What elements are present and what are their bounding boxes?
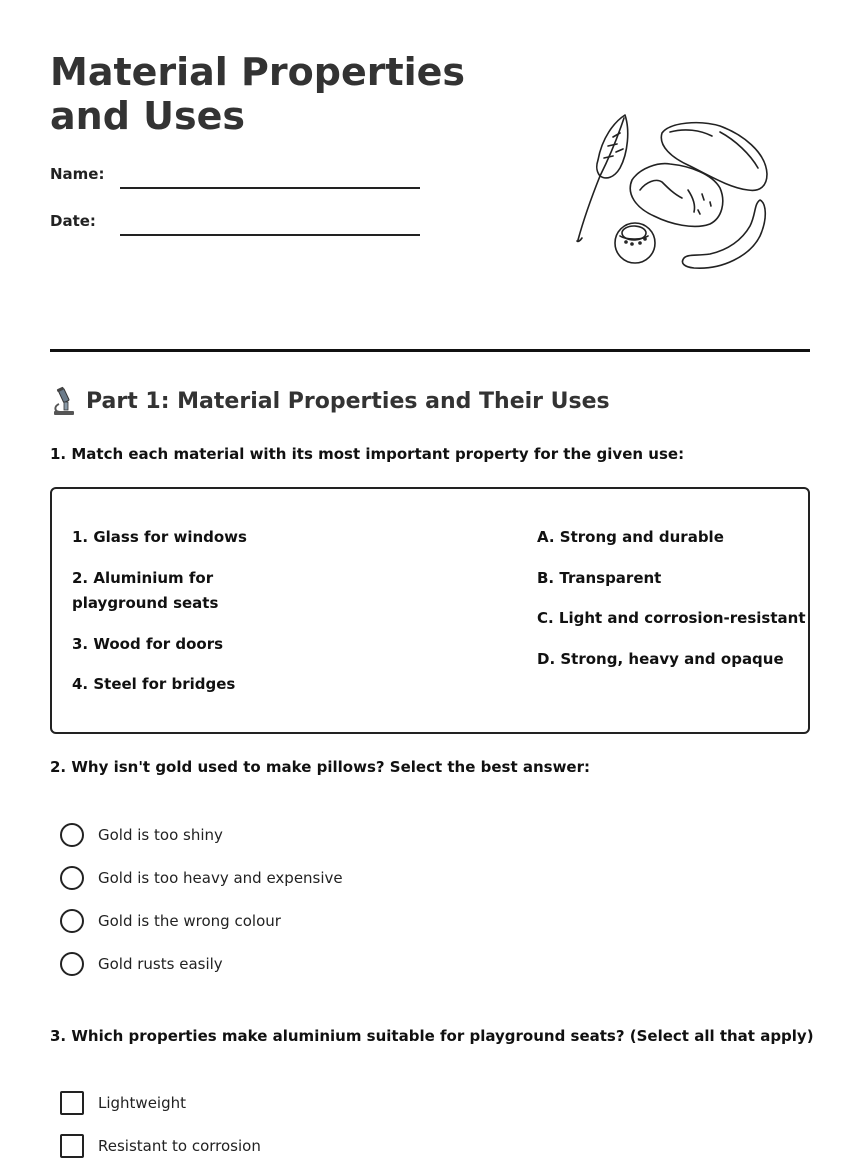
name-label: Name: xyxy=(50,165,105,183)
material-item: 1. Glass for windows xyxy=(72,528,247,546)
option-label: Resistant to corrosion xyxy=(98,1137,261,1155)
part1-heading xyxy=(50,386,610,416)
radio-option[interactable] xyxy=(60,823,223,847)
matching-box xyxy=(50,487,810,734)
header-divider xyxy=(50,349,810,352)
date-field[interactable] xyxy=(120,234,420,236)
option-label: Gold rusts easily xyxy=(98,955,223,973)
radio-button[interactable] xyxy=(60,952,84,976)
radio-button[interactable] xyxy=(60,909,84,933)
radio-option[interactable] xyxy=(60,909,281,933)
option-label: Gold is too shiny xyxy=(98,826,223,844)
question-1-prompt: 1. Match each material with its most important property for the given use: xyxy=(50,445,685,463)
material-item: 3. Wood for doors xyxy=(72,635,224,653)
radio-option[interactable] xyxy=(60,866,343,890)
radio-button[interactable] xyxy=(60,866,84,890)
checkbox-option[interactable] xyxy=(60,1091,186,1115)
radio-option[interactable] xyxy=(60,952,223,976)
name-field[interactable] xyxy=(120,187,420,189)
property-item: B. Transparent xyxy=(537,569,662,587)
option-label: Gold is the wrong colour xyxy=(98,912,281,930)
property-item: C. Light and corrosion-resistant xyxy=(537,609,806,627)
worksheet-title: Material Properties and Uses xyxy=(50,50,466,138)
option-label: Lightweight xyxy=(98,1094,187,1112)
material-item: 4. Steel for bridges xyxy=(72,675,236,693)
property-item: D. Strong, heavy and opaque xyxy=(537,650,784,668)
question-2-prompt: 2. Why isn't gold used to make pillows? Select the best answer: xyxy=(50,758,590,776)
part1-title: Part 1: Material Properties and Their Uses xyxy=(86,388,610,414)
date-label: Date: xyxy=(50,212,96,230)
checkbox-option[interactable] xyxy=(60,1134,261,1158)
radio-button[interactable] xyxy=(60,823,84,847)
materials-illustration-icon xyxy=(570,108,775,278)
material-item: 2. Aluminium for playground seats xyxy=(72,569,219,612)
checkbox[interactable] xyxy=(60,1134,84,1158)
option-label: Gold is too heavy and expensive xyxy=(98,869,343,887)
checkbox[interactable] xyxy=(60,1091,84,1115)
microscope-icon xyxy=(50,386,78,416)
question-3-prompt: 3. Which properties make aluminium suitable for playground seats? (Select all that apply) xyxy=(50,1027,814,1045)
property-item: A. Strong and durable xyxy=(537,528,724,546)
